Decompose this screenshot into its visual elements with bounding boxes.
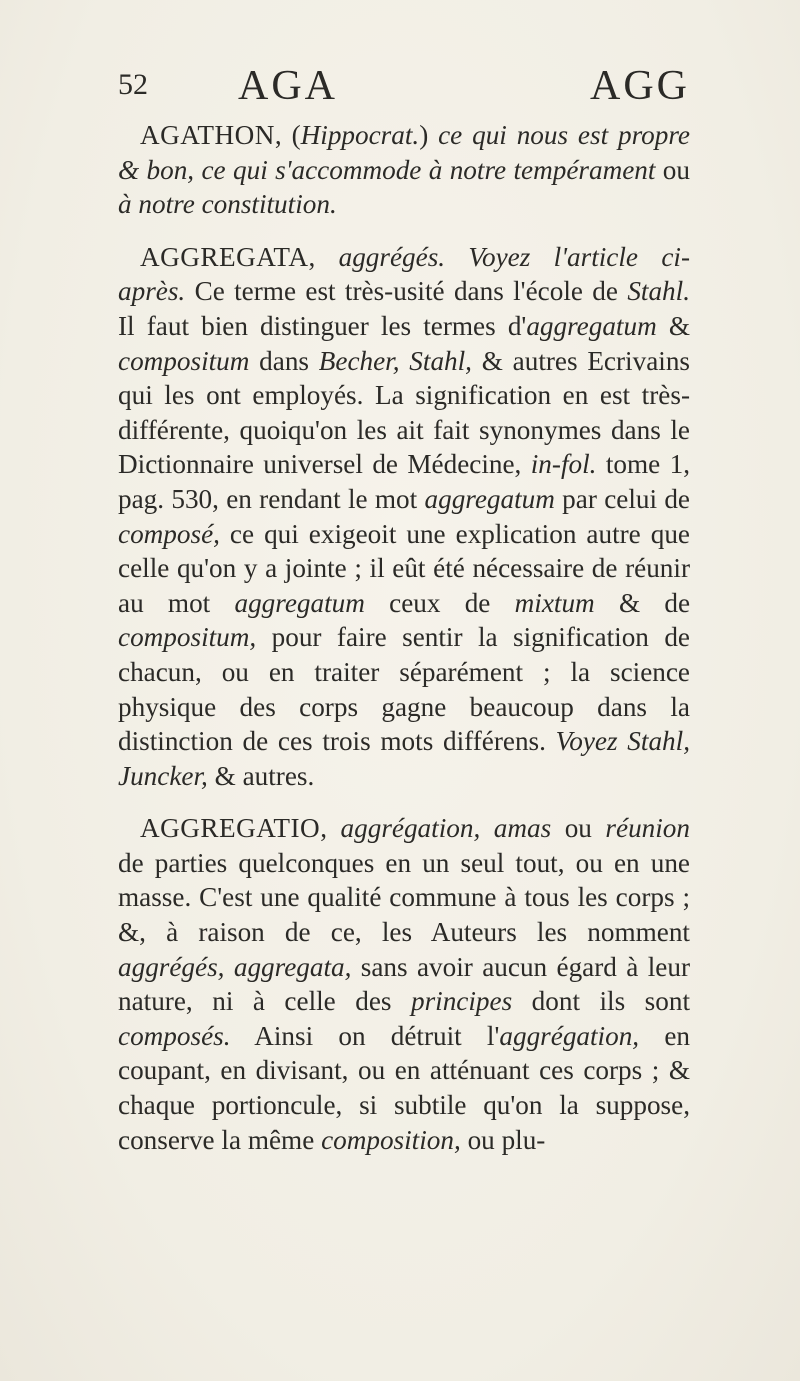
- entry-headword: AGATHON: [140, 120, 275, 150]
- text-run: ou: [655, 154, 690, 185]
- text-run: ou plu-: [460, 1124, 546, 1155]
- text-run: , (: [274, 120, 301, 150]
- text-run: Hippocrat.: [300, 120, 420, 150]
- text-run: compositum,: [118, 622, 257, 653]
- text-run: Il faut bien distinguer les termes d': [118, 310, 527, 341]
- text-run: aggrégation, amas: [340, 813, 552, 844]
- text-run: aggregatum: [234, 587, 365, 618]
- text-run: réunion: [605, 813, 690, 844]
- text-run: ou: [551, 813, 606, 844]
- text-run: aggregatum: [526, 310, 657, 341]
- text-run: & autres Ecrivains qui les ont employés. La signification en est très-différente, quoiqu'on les ait fait synonymes dans le Dictionnaire universel de Médecine,: [118, 345, 690, 480]
- text-run: dans: [249, 345, 319, 376]
- text-run: composés.: [118, 1020, 231, 1051]
- text-run: par celui de: [554, 483, 690, 514]
- running-head-left: AGA: [238, 63, 338, 109]
- text-run: dont ils sont: [512, 986, 691, 1017]
- entry-definition: [118, 813, 690, 1154]
- text-run: in-fol.: [530, 449, 597, 480]
- entry-headword: AGGREGATIO: [140, 813, 321, 844]
- entry-agathon: [118, 118, 690, 222]
- entry-aggregatio: [118, 811, 690, 1157]
- text-run: Voyez Stahl, Juncker,: [118, 726, 690, 791]
- text-run: Ainsi on détruit l': [230, 1020, 500, 1051]
- text-run: composition,: [321, 1124, 461, 1155]
- text-run: sans avoir aucun égard à leur nature, ni à celle des: [118, 951, 690, 1017]
- text-run: composé,: [118, 518, 220, 549]
- page-number: 52: [118, 68, 148, 101]
- text-run: aggrégés, aggregata,: [118, 951, 352, 982]
- text-run: ce qui exigeoit une explication autre que celle qu'on y a jointe ; il eût été nécessaire de réunir au mot: [118, 518, 690, 618]
- text-run: aggrégés. Voyez l'article ci-après.: [118, 241, 690, 307]
- text-run: ): [419, 120, 439, 150]
- page-header: [118, 62, 690, 112]
- text-run: aggrégation,: [499, 1020, 640, 1051]
- text-run: ceux de: [364, 587, 515, 618]
- dictionary-body: [118, 118, 690, 1157]
- text-run: Becher, Stahl,: [318, 345, 472, 376]
- entry-definition: [118, 242, 690, 791]
- text-run: Ce terme est très-usité dans l'école de: [185, 276, 628, 307]
- text-run: en coupant, en divisant, ou en atténuant ces corps ; & chaque portioncule, si subtile qu'on la suppose, conserve la même: [118, 1020, 690, 1155]
- text-run: & autres.: [207, 760, 315, 791]
- running-head-right: AGG: [590, 63, 690, 109]
- text-run: compositum: [118, 345, 250, 376]
- text-run: de parties quelconques en un seul tout, ou en une masse. C'est une qualité commune à tous les corps ; &, à raison de ce, les Auteurs les nomment: [118, 847, 690, 948]
- text-run: pour faire sentir la signification de chacun, ou en traiter séparément ; la science physique des corps gagne beaucoup dans la distinction de ces trois mots différens.: [118, 622, 690, 757]
- text-run: mixtum: [514, 587, 595, 618]
- text-run: aggregatum: [424, 483, 555, 514]
- text-run: ,: [320, 813, 341, 844]
- text-run: &: [656, 310, 690, 341]
- text-run: principes: [410, 986, 513, 1017]
- entry-headword: AGGREGATA: [140, 241, 309, 272]
- text-run: ,: [308, 241, 339, 272]
- text-run: ce qui nous est propre & bon, ce qui s'accommode à notre tempérament: [118, 120, 690, 185]
- entry-aggregata: [118, 240, 690, 794]
- text-run: & de: [594, 587, 691, 618]
- text-run: à notre constitution.: [118, 189, 337, 220]
- text-run: Stahl.: [627, 276, 690, 307]
- text-run: tome 1, pag. 530, en rendant le mot: [118, 449, 690, 514]
